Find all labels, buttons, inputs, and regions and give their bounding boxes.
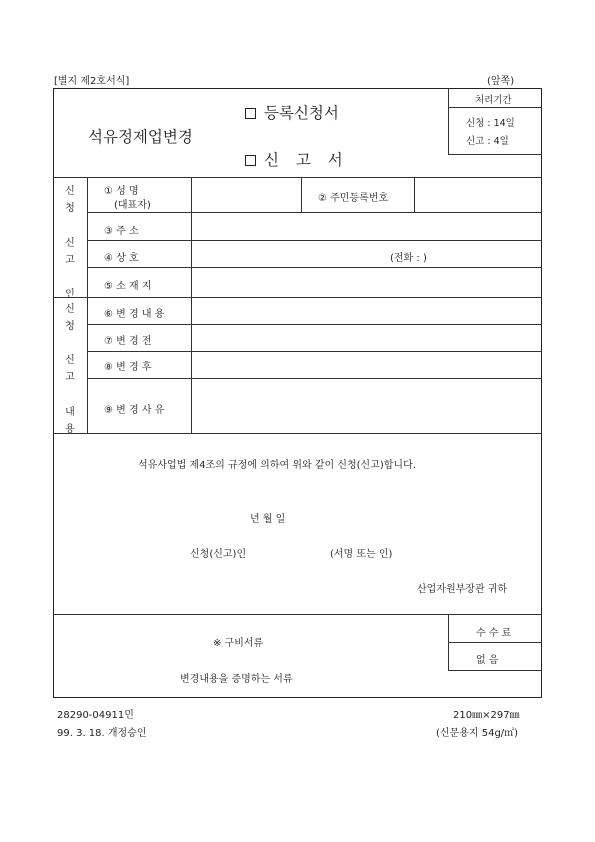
address-label: ③ 주 소: [104, 226, 139, 237]
name-field[interactable]: [193, 179, 301, 211]
required-documents-title: ※ 구비서류: [213, 638, 264, 649]
before-change-field[interactable]: [193, 326, 540, 350]
checkbox-icon[interactable]: [245, 108, 256, 119]
form-number: [별지 제2호서식]: [54, 76, 130, 87]
paper-size: 210㎜×297㎜: [453, 710, 520, 721]
form-title-main: 석유정제업변경: [88, 128, 193, 146]
option-registration-label: 등록신청서: [264, 104, 339, 122]
applicant-label-char: 신: [65, 186, 75, 197]
applicant-signature-label: 신청(신고)인: [190, 549, 247, 560]
content-label-char: 내: [65, 407, 75, 418]
required-document-item: 변경내용을 증명하는 서류: [180, 674, 293, 685]
phone-label: (전화 : ): [390, 253, 427, 264]
change-content-field[interactable]: [193, 299, 540, 323]
location-label: ⑤ 소 재 지: [104, 281, 152, 292]
declaration-date: 년 월 일: [250, 514, 286, 525]
change-content-label: ⑥ 변 경 내 용: [104, 309, 165, 320]
content-label-char: 용: [65, 424, 75, 435]
representative-label: (대표자): [114, 200, 151, 211]
recipient-label: 산업자원부장관 귀하: [417, 584, 508, 595]
content-label-char: 고: [65, 372, 75, 383]
processing-application: 신청 : 14일: [466, 118, 515, 129]
change-reason-label: ⑨ 변 경 사 유: [104, 405, 165, 416]
fee-value: 없 음: [476, 655, 499, 666]
option-report[interactable]: [245, 148, 349, 170]
declaration-statement: 석유사업법 제4조의 규정에 의하여 위와 같이 신청(신고)합니다.: [138, 460, 416, 471]
checkbox-icon[interactable]: [245, 155, 256, 166]
paper-type: (신문용지 54g/㎡): [436, 728, 519, 739]
resident-no-field[interactable]: [416, 179, 540, 211]
resident-no-label: ② 주민등록번호: [318, 193, 389, 204]
option-registration[interactable]: [245, 101, 339, 123]
applicant-label-char: 청: [65, 203, 75, 214]
after-change-field[interactable]: [193, 353, 540, 377]
content-label-char: 청: [65, 321, 75, 332]
applicant-label-char: 인: [65, 289, 75, 300]
trade-name-field[interactable]: [193, 242, 383, 266]
location-field[interactable]: [193, 269, 540, 295]
fee-label: 수 수 료: [476, 628, 512, 639]
approval-date: 99. 3. 18. 개정승인: [57, 728, 147, 739]
processing-report: 신고 : 4일: [466, 136, 509, 147]
form-code: 28290-04911민: [57, 710, 134, 721]
content-label-char: 신: [65, 304, 75, 315]
trade-name-label: ④ 상 호: [104, 253, 139, 264]
applicant-label-char: 신: [65, 238, 75, 249]
page-side-label: (앞쪽): [487, 76, 515, 87]
before-change-label: ⑦ 변 경 전: [104, 336, 152, 347]
change-reason-field[interactable]: [193, 380, 540, 432]
address-field[interactable]: [193, 214, 540, 239]
applicant-label-char: 고: [65, 255, 75, 266]
processing-period-label: 처리기간: [475, 95, 512, 106]
after-change-label: ⑧ 변 경 후: [104, 362, 152, 373]
option-report-label: 신 고 서: [264, 151, 349, 169]
name-label: ① 성 명: [104, 186, 139, 197]
content-label-char: 신: [65, 355, 75, 366]
signature-or-seal-label: (서명 또는 인): [330, 549, 393, 560]
